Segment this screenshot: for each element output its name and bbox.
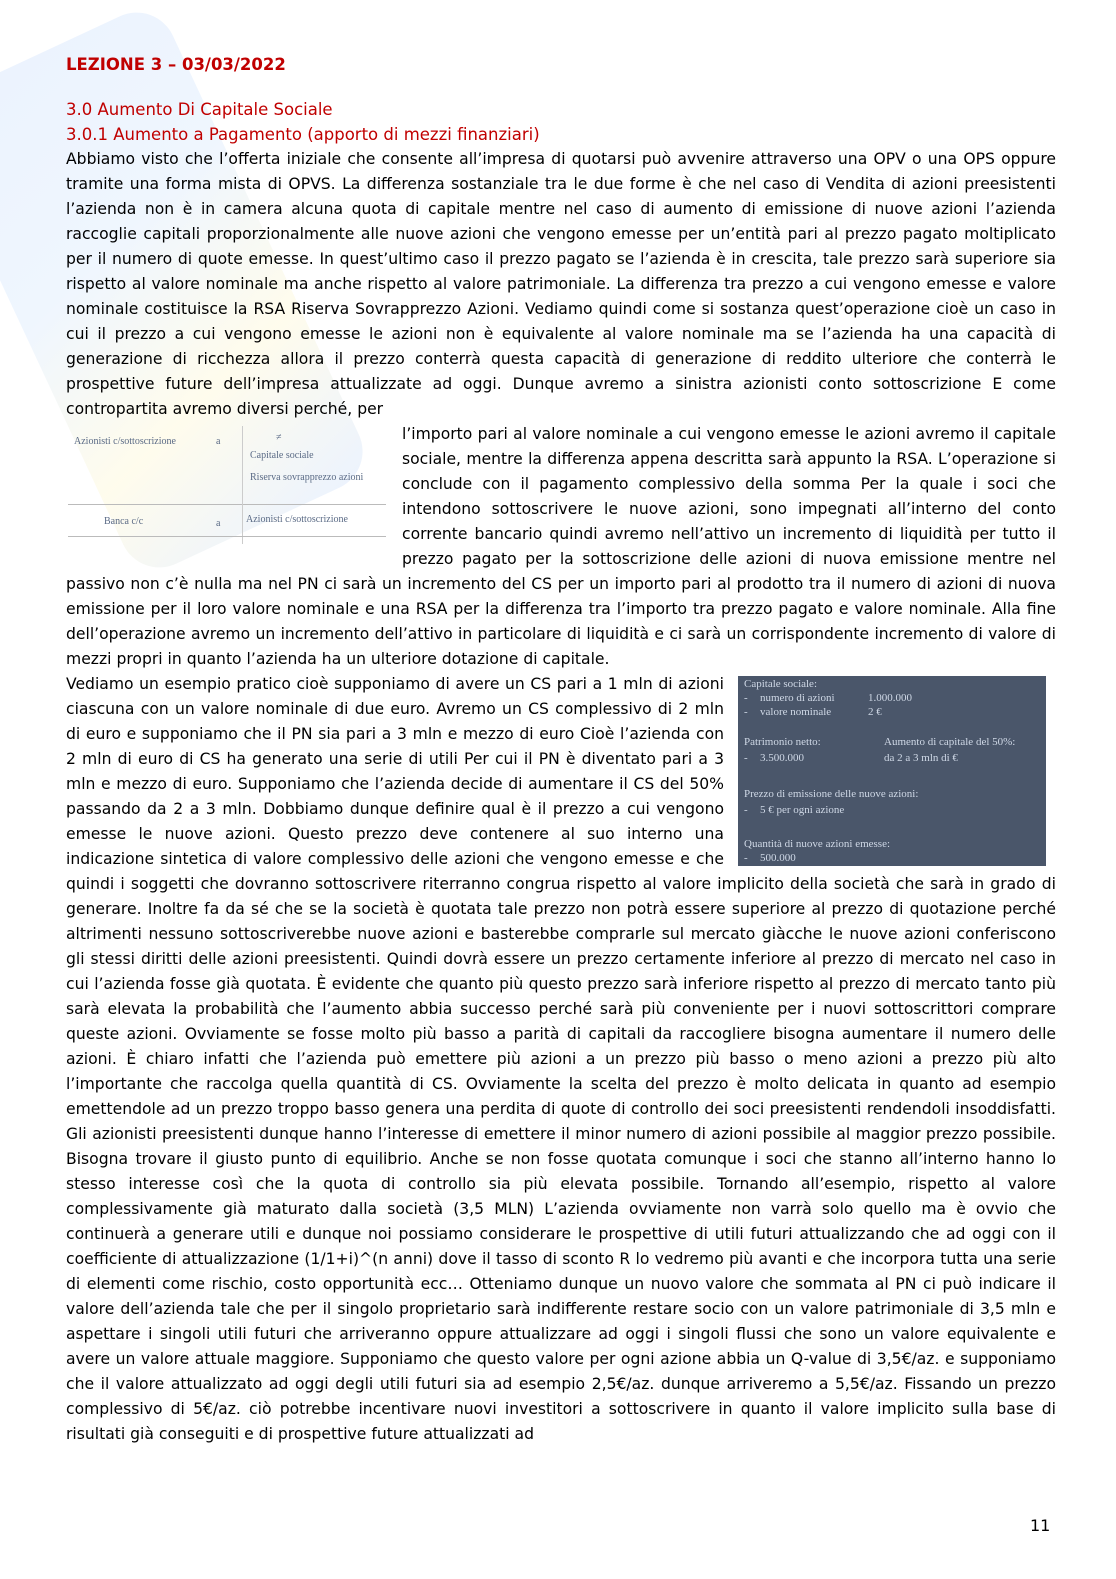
aumento-value: da 2 a 3 mln di € [884, 752, 958, 764]
aumento-label: Aumento di capitale del 50%: [884, 736, 1016, 748]
page-number: 11 [1030, 1516, 1051, 1535]
je-row2-a: a [216, 518, 221, 529]
example-data-box [738, 676, 1046, 866]
dash: - [744, 852, 748, 864]
je-vertical-divider [242, 426, 243, 544]
dash: - [744, 692, 748, 704]
je-row1-debit: Azionisti c/sottoscrizione [74, 436, 176, 447]
paragraph-1: Abbiamo visto che l’offerta iniziale che consente all’impresa di quotarsi può avvenire attraverso una OPV o una OPS oppure tramite una forma mista di OPVS. La differenza sostanziale tra le due forme è che nel caso di Vendita di azioni preesistenti l’azienda non è in camera alcuna quota di capitale mentre nel caso di aumento di emissione di nuove azioni l’azienda raccoglie capitali proporzionalmente alle nuove azioni che vengono emesse per un’entità pari al prezzo pagato moltiplicato per il numero di quote emesse. In quest’ultimo caso il prezzo pagato se l’azienda è in crescita, tale prezzo sarà superiore sia rispetto al valore nominale ma anche rispetto al valore patrimoniale. La differenza tra prezzo a cui vengono emesse e valore nominale costituisce la RSA Riserva Sovrapprezzo Azioni. Vediamo quindi come si sostanza quest’operazione cioè un caso in cui il prezzo a cui vengono emesse le azioni non è equivalente al valore nominale ma se l’azienda ha una capacità di generazione di ricchezza allora il prezzo conterrà questa capacità di generazione di reddito ulteriore che conterrà le prospettive future dell’impresa attualizzate ad oggi. Dunque avremo a sinistra azionisti conto sottoscrizione E come contropartita avremo diversi perché, per [66, 150, 1056, 418]
pn-value: 3.500.000 [760, 752, 804, 764]
quantita-value: 500.000 [760, 852, 796, 864]
je-row1-a: a [216, 436, 221, 447]
valore-nominale-label: valore nominale [760, 706, 832, 718]
je-row1-credit-riserva: Riserva sovrapprezzo azioni [250, 472, 364, 483]
pn-label: Patrimonio netto: [744, 736, 821, 748]
cs-label: Capitale sociale: [744, 678, 817, 690]
paragraph-3: Vediamo un esempio pratico cioè supponiamo di avere un CS pari a 1 mln di azioni ciascuna con un valore nominale di due euro. Avremo un CS complessivo di 2 mln di euro e supponiamo che il PN sia pari a 3 mln e mezzo di euro Cioè l’azienda con 2 mln di euro di CS ha generato una serie di utili Per cui il PN è diventato pari a 3 mln e mezzo di euro. Supponiamo che l’azienda decide di aumentare il CS del 50% passando da 2 a 3 mln. Dobbiamo dunque definire qual è il prezzo a cui vengono emesse le nuove azioni. Questo prezzo deve contenere al suo interno una indicazione sintetica di valore complessivo delle azioni che vengono emesse e che quindi i soggetti che dovranno sottoscrivere riterranno congrua rispetto al valore implicito della società che sarà in grado di generare. Inoltre fa da sé che se la società è quotata tale prezzo non potrà essere superiore al prezzo di quotazione perché altrimenti nessuno sottoscriverebbe nuove azioni e basterebbe comprarle sul mercato giàcche le nuove azioni conferiscono gli stessi diritti delle azioni preesistenti. Quindi dovrà essere un prezzo certamente inferiore al prezzo di mercato nel caso in cui l’azienda fosse già quotata. È evidente che quanto più questo prezzo sarà inferiore rispetto al prezzo di mercato tanto più sarà elevata la probabilità che l’aumento abbia successo perché sarà più conveniente per i nuovi sottoscrittori comprare queste azioni. Ovviamente se fosse molto più basso a parità di capitali da raccogliere bisogna aumentare il numero delle azioni. È chiaro infatti che l’azienda può emettere più azioni a un prezzo più basso o meno azioni a prezzo più alto l’importante che raccolga quella quantità di CS. Ovviamente la scelta del prezzo è molto delicata in quanto ad esempio emettendole ad un prezzo troppo basso genera una perdita di quote di controllo dei soci preesistenti rendendoli insoddisfatti. Gli azionisti preesistenti dunque hanno l’interesse di emettere il minor numero di azioni possibile al maggior prezzo possibile. Bisogna trovare il giusto punto di equilibrio. Anche se non fosse quotata comunque i soci che stanno all’interno hanno lo stesso interesse così che la quota di controllo sia più elevata possibile. Tornando all’esempio, rispetto al valore complessivamente già maturato dalla società (3,5 MLN) L’azienda ovviamente non varrà solo quello ma è ovvio che continuerà a generare utili e dunque noi possiamo considerare le prospettive di utili futuri attualizzando che ad oggi con il coefficiente di attualizzazione (1/1+i)^(n anni) dove il tasso di sconto R lo vedremo più avanti e che incorpora tutta una serie di elementi come rischio, costo opportunità ecc… Otteniamo dunque un nuovo valore che sommata al PN ci può indicare il valore dell’azienda tale che per il singolo proprietario sarà indifferente restare socio con un valore patrimoniale di 3,5 mln e aspettare i singoli utili futuri che arriveranno oppure attualizzare ad oggi i singoli flussi che sono un valore equivalente e avere un valore attuale maggiore. Supponiamo che questo valore per ogni azione abbia un Q-value di 3,5€/az. e supponiamo che il valore attualizzato ad oggi degli utili futuri sia ad esempio 2,5€/az. dunque arriveremo a 5,5€/az. Fissando un prezzo complessivo di 5€/az. ciò potrebbe incentivare nuovi investitori a sottoscrivere in quanto il valore implicito sulla base di risultati già conseguiti e di prospettive future attualizzati ad [66, 675, 1056, 1443]
num-azioni-label: numero di azioni [760, 692, 835, 704]
quantita-label: Quantità di nuove azioni emesse: [744, 838, 891, 850]
section-title-3-0-1: 3.0.1 Aumento a Pagamento (apporto di mezzi finanziari) [66, 125, 540, 144]
prezzo-value: 5 € per ogni azione [760, 804, 845, 816]
valore-nominale-value: 2 € [868, 706, 882, 718]
dash: - [744, 804, 748, 816]
dash: - [744, 706, 748, 718]
prezzo-label: Prezzo di emissione delle nuove azioni: [744, 788, 919, 800]
je-row1-credit-capitale: Capitale sociale [250, 450, 314, 461]
je-row2-debit: Banca c/c [104, 516, 144, 527]
dash: - [744, 752, 748, 764]
je-separator [68, 504, 386, 505]
page-content [66, 52, 1056, 1447]
je-bottom-rule [68, 536, 386, 537]
section-title-3-0: 3.0 Aumento Di Capitale Sociale [66, 100, 333, 119]
num-azioni-value: 1.000.000 [868, 692, 912, 704]
je-row1-neq: ≠ [276, 432, 282, 443]
lesson-title: LEZIONE 3 – 03/03/2022 [66, 55, 286, 74]
je-row2-credit: Azionisti c/sottoscrizione [246, 514, 348, 525]
journal-entry-figure [68, 426, 386, 546]
paragraph-2: l’importo pari al valore nominale a cui vengono emesse le azioni avremo il capitale sociale, mentre la differenza appena descritta sarà appunto la RSA. L’operazione si conclude con il pagamento complessivo della somma Per la quale i soci che intendono sottoscrivere le nuove azioni, sono impegnati all’interno del conto corrente bancario quindi avremo nell’attivo un incremento di liquidità per tutto il prezzo pagato per la sottoscrizione delle azioni di nuova emissione mentre nel passivo non c’è nulla ma nel PN ci sarà un incremento del CS per un importo pari al prodotto tra il numero di azioni di nuova emissione per il loro valore nominale e una RSA per la differenza tra l’importo tra prezzo pagato e valore nominale. Alla fine dell’operazione avremo un incremento dell’attivo in particolare di liquidità e ci sarà un corrispondente incremento di valore di mezzi propri in quanto l’azienda ha un ulteriore dotazione di capitale. [66, 425, 1056, 668]
